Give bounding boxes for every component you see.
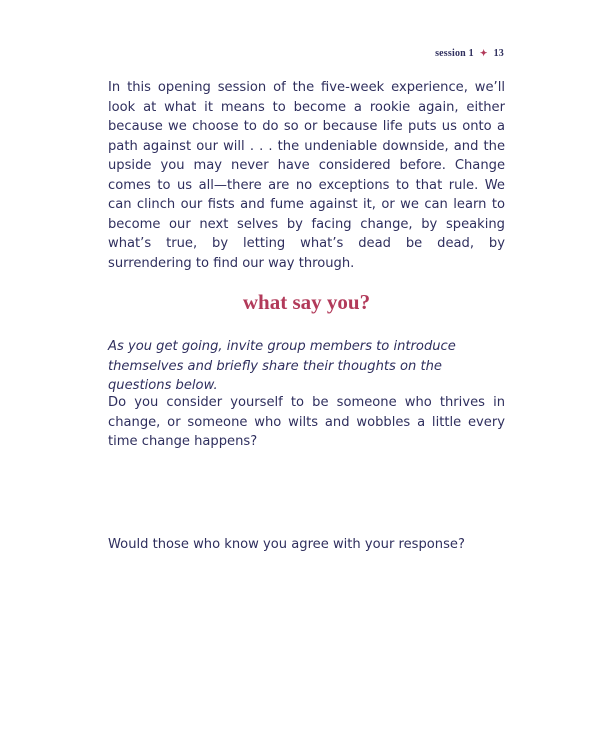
question-2: Would those who know you agree with your response? bbox=[108, 537, 465, 552]
separator-icon: ✦ bbox=[479, 48, 488, 58]
session-label: session 1 bbox=[435, 48, 474, 59]
instruction-text: As you get going, invite group members to introduce themselves and briefly share their thoughts on the questions below. bbox=[108, 339, 456, 393]
question-1: Do you consider yourself to be someone who thrives in change, or someone who wilts and wobbles a little every time change happens? bbox=[108, 395, 505, 449]
running-header bbox=[435, 48, 504, 59]
page-number: 13 bbox=[493, 48, 504, 59]
section-heading: what say you? bbox=[242, 290, 371, 314]
intro-paragraph: In this opening session of the five-week experience, we’ll look at what it means to become a rookie again, either because we choose to do so or because life puts us onto a path against our will . . . the undeniable downside, and the upside you may never have considered before. Change comes to us all—there are no exceptions to that rule. We can clinch our fists and fume against it, or we can learn to become our next selves by facing change, by speaking what’s true, by letting what’s dead be dead, by surrendering to find our way through. bbox=[108, 80, 505, 271]
